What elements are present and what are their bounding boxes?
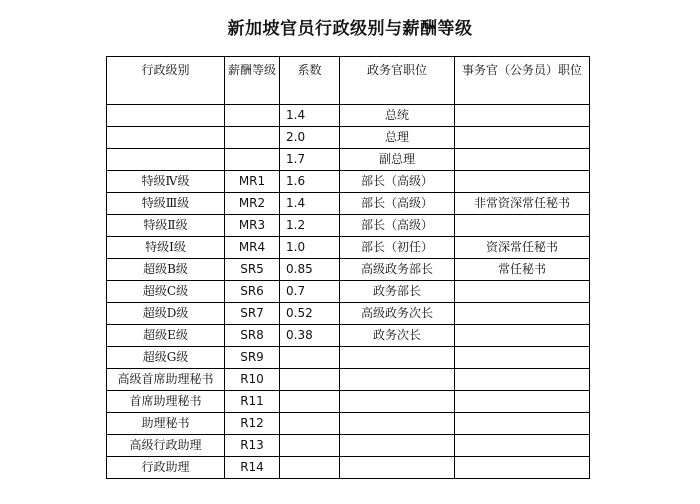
cell-political: 总统 — [340, 105, 455, 127]
cell-political — [340, 457, 455, 479]
header-civil: 事务官（公务员）职位 — [455, 57, 590, 105]
cell-civil — [455, 413, 590, 435]
cell-rank: 特级Ⅲ级 — [107, 193, 225, 215]
cell-coefficient: 1.7 — [280, 149, 340, 171]
cell-civil — [455, 281, 590, 303]
cell-coefficient: 1.4 — [280, 193, 340, 215]
table-row — [107, 325, 590, 347]
cell-coefficient: 1.4 — [280, 105, 340, 127]
cell-rank: 超级D级 — [107, 303, 225, 325]
cell-civil — [455, 391, 590, 413]
cell-coefficient: 1.2 — [280, 215, 340, 237]
cell-rank: 助理秘书 — [107, 413, 225, 435]
cell-grade: R12 — [225, 413, 280, 435]
cell-civil: 资深常任秘书 — [455, 237, 590, 259]
cell-rank: 特级Ⅰ级 — [107, 237, 225, 259]
cell-coefficient: 0.52 — [280, 303, 340, 325]
cell-rank: 超级E级 — [107, 325, 225, 347]
header-coefficient: 系数 — [280, 57, 340, 105]
cell-civil — [455, 215, 590, 237]
cell-political: 政务次长 — [340, 325, 455, 347]
table-row — [107, 303, 590, 325]
table-row — [107, 149, 590, 171]
cell-civil — [455, 435, 590, 457]
cell-rank — [107, 149, 225, 171]
cell-rank: 超级B级 — [107, 259, 225, 281]
table-header-row — [107, 57, 590, 105]
cell-grade — [225, 127, 280, 149]
cell-coefficient: 2.0 — [280, 127, 340, 149]
table-row — [107, 457, 590, 479]
table-row — [107, 435, 590, 457]
cell-political — [340, 435, 455, 457]
table-row — [107, 391, 590, 413]
cell-grade: MR2 — [225, 193, 280, 215]
table-row — [107, 281, 590, 303]
cell-coefficient: 0.85 — [280, 259, 340, 281]
cell-grade — [225, 149, 280, 171]
cell-civil — [455, 171, 590, 193]
table-row — [107, 127, 590, 149]
cell-civil — [455, 457, 590, 479]
salary-grade-table — [106, 56, 590, 479]
header-grade: 薪酬等级 — [225, 57, 280, 105]
cell-grade: MR4 — [225, 237, 280, 259]
table-row — [107, 369, 590, 391]
cell-political — [340, 369, 455, 391]
cell-coefficient — [280, 347, 340, 369]
table-row — [107, 193, 590, 215]
cell-rank: 高级首席助理秘书 — [107, 369, 225, 391]
table-row — [107, 215, 590, 237]
cell-political: 部长（初任） — [340, 237, 455, 259]
cell-political: 高级政务部长 — [340, 259, 455, 281]
table-row — [107, 259, 590, 281]
cell-grade: MR3 — [225, 215, 280, 237]
cell-grade: SR6 — [225, 281, 280, 303]
cell-civil — [455, 105, 590, 127]
cell-civil — [455, 149, 590, 171]
cell-rank: 特级Ⅱ级 — [107, 215, 225, 237]
table-row — [107, 237, 590, 259]
cell-rank — [107, 127, 225, 149]
cell-political: 部长（高级） — [340, 171, 455, 193]
cell-coefficient: 1.6 — [280, 171, 340, 193]
cell-grade: SR8 — [225, 325, 280, 347]
cell-civil — [455, 325, 590, 347]
cell-civil — [455, 127, 590, 149]
cell-grade: R11 — [225, 391, 280, 413]
cell-grade: MR1 — [225, 171, 280, 193]
cell-grade — [225, 105, 280, 127]
cell-rank: 首席助理秘书 — [107, 391, 225, 413]
cell-grade: R10 — [225, 369, 280, 391]
cell-political — [340, 391, 455, 413]
cell-political: 副总理 — [340, 149, 455, 171]
cell-grade: R13 — [225, 435, 280, 457]
cell-rank: 超级G级 — [107, 347, 225, 369]
cell-grade: SR5 — [225, 259, 280, 281]
cell-political: 部长（高级） — [340, 215, 455, 237]
table-row — [107, 413, 590, 435]
header-rank: 行政级别 — [107, 57, 225, 105]
table-row — [107, 105, 590, 127]
cell-coefficient — [280, 457, 340, 479]
cell-political — [340, 413, 455, 435]
cell-rank: 超级C级 — [107, 281, 225, 303]
cell-coefficient — [280, 369, 340, 391]
table-row — [107, 171, 590, 193]
header-political: 政务官职位 — [340, 57, 455, 105]
cell-rank: 行政助理 — [107, 457, 225, 479]
cell-grade: SR9 — [225, 347, 280, 369]
cell-coefficient: 0.38 — [280, 325, 340, 347]
cell-civil — [455, 303, 590, 325]
cell-civil — [455, 347, 590, 369]
cell-political: 政务部长 — [340, 281, 455, 303]
cell-coefficient — [280, 391, 340, 413]
cell-rank — [107, 105, 225, 127]
cell-political: 高级政务次长 — [340, 303, 455, 325]
page-title: 新加坡官员行政级别与薪酬等级 — [227, 19, 473, 39]
cell-civil: 常任秘书 — [455, 259, 590, 281]
cell-grade: SR7 — [225, 303, 280, 325]
table-row — [107, 347, 590, 369]
cell-civil — [455, 369, 590, 391]
cell-political: 部长（高级） — [340, 193, 455, 215]
cell-political — [340, 347, 455, 369]
cell-grade: R14 — [225, 457, 280, 479]
cell-rank: 高级行政助理 — [107, 435, 225, 457]
cell-coefficient — [280, 413, 340, 435]
cell-civil: 非常资深常任秘书 — [455, 193, 590, 215]
cell-coefficient — [280, 435, 340, 457]
cell-rank: 特级Ⅳ级 — [107, 171, 225, 193]
cell-coefficient: 1.0 — [280, 237, 340, 259]
cell-political: 总理 — [340, 127, 455, 149]
cell-coefficient: 0.7 — [280, 281, 340, 303]
